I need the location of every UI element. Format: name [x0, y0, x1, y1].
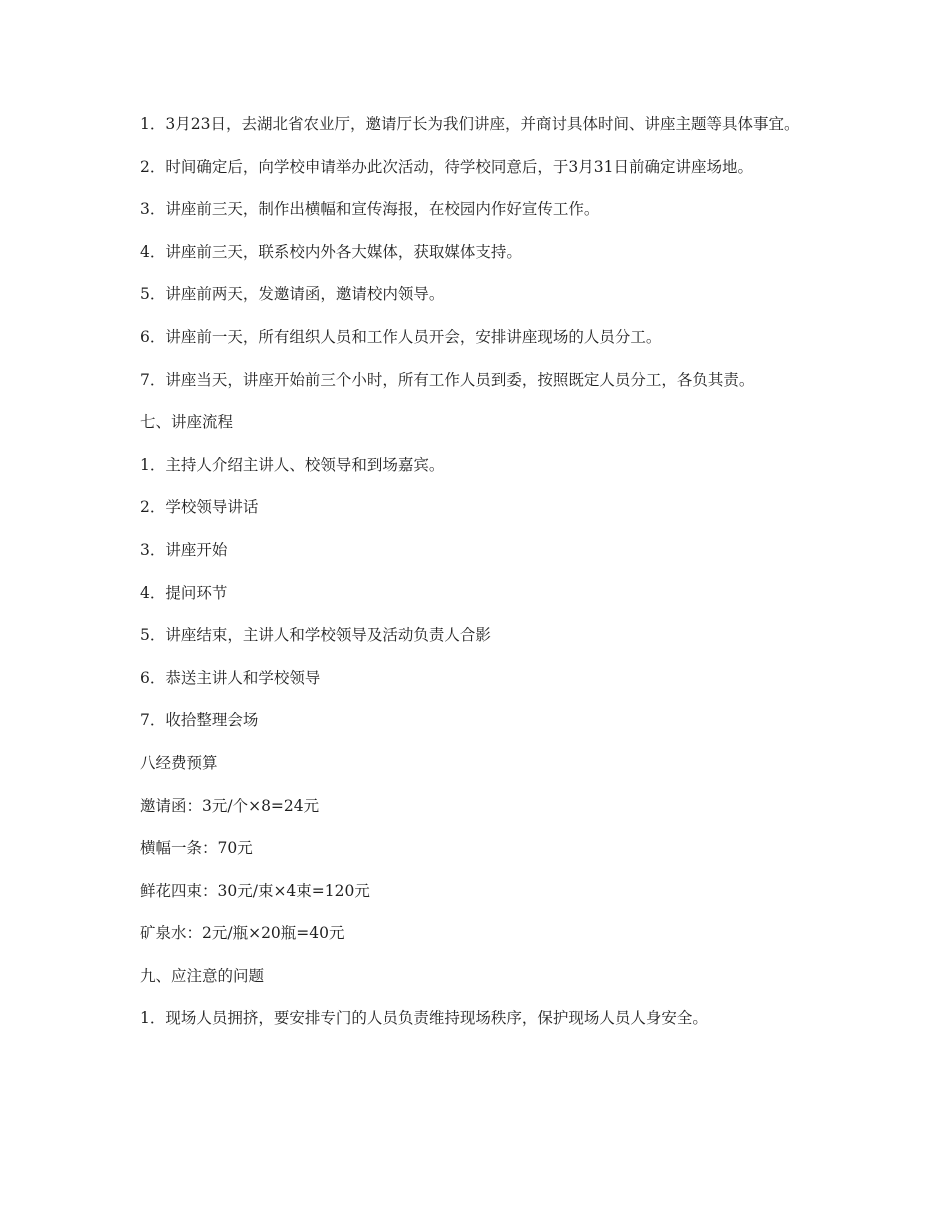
prep-step-3: 3．讲座前三天，制作出横幅和宣传海报，在校园内作好宣传工作。 [140, 200, 600, 219]
note-item-1: 1．现场人员拥挤，要安排专门的人员负责维持现场秩序，保护现场人员人身安全。 [140, 1009, 708, 1028]
section-heading-notes: 九、应注意的问题 [140, 966, 265, 985]
process-step-5: 5．讲座结束，主讲人和学校领导及活动负责人合影 [140, 626, 491, 645]
process-step-7: 7．收拾整理会场 [140, 711, 259, 730]
budget-item-banner: 横幅一条：70元 [140, 839, 253, 858]
budget-item-flowers: 鲜花四束：30元/束×4束=120元 [140, 881, 370, 900]
section-heading-lecture-process: 七、讲座流程 [140, 413, 234, 432]
budget-item-invitations: 邀请函：3元/个×8=24元 [140, 796, 320, 815]
prep-step-2: 2．时间确定后，向学校申请举办此次活动，待学校同意后，于3月31日前确定讲座场地。 [140, 157, 753, 176]
prep-step-1: 1．3月23日，去湖北省农业厅，邀请厅长为我们讲座，并商讨具体时间、讲座主题等具体事宜。 [140, 115, 800, 133]
budget-item-water: 矿泉水：2元/瓶×20瓶=40元 [140, 924, 345, 943]
prep-step-5: 5．讲座前两天，发邀请函，邀请校内领导。 [140, 285, 445, 304]
prep-step-4: 4．讲座前三天，联系校内外各大媒体，获取媒体支持。 [140, 242, 522, 261]
prep-step-7: 7．讲座当天，讲座开始前三个小时，所有工作人员到委，按照既定人员分工，各负其责。 [140, 370, 755, 389]
process-step-2: 2．学校领导讲话 [140, 498, 259, 517]
process-step-6: 6．恭送主讲人和学校领导 [140, 668, 321, 687]
prep-step-6: 6．讲座前一天，所有组织人员和工作人员开会，安排讲座现场的人员分工。 [140, 327, 662, 346]
section-heading-budget: 八经费预算 [140, 753, 218, 772]
process-step-1: 1．主持人介绍主讲人、校领导和到场嘉宾。 [140, 455, 445, 474]
process-step-3: 3．讲座开始 [140, 540, 228, 559]
process-step-4: 4．提问环节 [140, 583, 228, 602]
document-body [140, 111, 810, 1048]
